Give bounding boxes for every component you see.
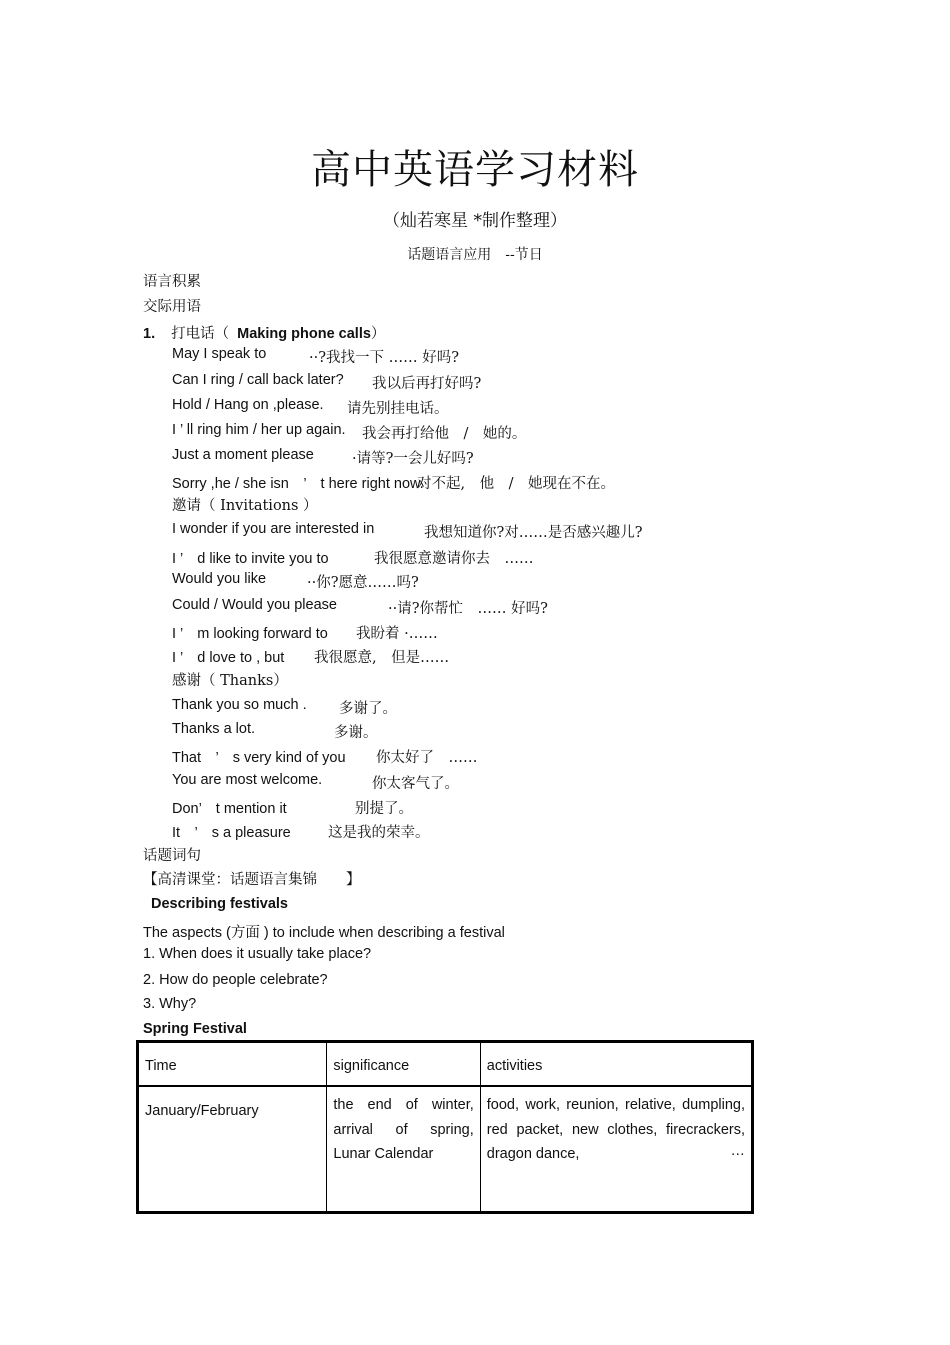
page-subtitle: （灿若寒星 *制作整理） <box>383 211 567 231</box>
phrase-en: Sorry ,he / she isn ’ t here right now. <box>172 476 424 492</box>
question-item: 2. How do people celebrate? <box>143 972 328 988</box>
phone-heading-close: ） <box>370 326 386 342</box>
phrase-cn: ··?我找一下 …… 好吗? <box>309 350 459 366</box>
section-phrases: 交际用语 <box>143 299 201 315</box>
phrase-en: I wonder if you are interested in <box>172 521 375 537</box>
phrase-en: Hold / Hang on ,please. <box>172 397 324 413</box>
question-item: 3. Why? <box>143 996 197 1012</box>
phrase-en: Thank you so much . <box>172 697 307 713</box>
phrase-en: I ’ d like to invite you to <box>172 551 329 567</box>
phrase-en: I ’ d love to , but <box>172 650 285 666</box>
hd-class-note: 【高清课堂：话题语言集锦 】 <box>143 872 361 888</box>
phrase-cn: 你太客气了。 <box>372 776 459 792</box>
phrase-cn: 请先别挂电话。 <box>347 401 449 417</box>
header-significance: significance <box>327 1042 480 1087</box>
phrase-en: I ’ m looking forward to <box>172 626 328 642</box>
phrase-en: Just a moment please <box>172 447 314 463</box>
cell-activities-text: food, work, reunion, relative, dumpling, red packet, new clothes, firecrackers, dragon dance, <box>486 1097 745 1162</box>
table-row <box>138 1086 753 1213</box>
phrase-en: May I speak to <box>172 346 267 362</box>
phrase-en: That ’ s very kind of you <box>172 750 346 766</box>
section-topic-words: 话题词句 <box>143 848 201 864</box>
cell-significance: the end of winter, arrival of spring, Lunar Calendar <box>327 1086 480 1213</box>
phrase-cn: 多谢。 <box>334 725 378 741</box>
phrase-cn: ··你?愿意……吗? <box>307 575 419 591</box>
phrase-en: It ’ s a pleasure <box>172 825 291 841</box>
phrase-cn: 我盼着 ·…… <box>356 626 438 642</box>
phrase-cn: ··请?你帮忙 …… 好吗? <box>388 601 548 617</box>
phrase-en: Thanks a lot. <box>172 721 256 737</box>
phone-heading-cn: 打电话（ <box>171 326 230 342</box>
phrase-en: Could / Would you please <box>172 597 337 613</box>
phrase-en: I ’ ll ring him / her up again. <box>172 422 346 438</box>
thanks-heading: 感谢（ Thanks） <box>172 673 288 689</box>
question-item: 1. When does it usually take place? <box>143 946 372 962</box>
phrase-cn: 我很愿意邀请你去 …… <box>374 551 534 567</box>
section-language: 语言积累 <box>143 274 201 290</box>
aspects-line: The aspects (方面 ) to include when describing a festival <box>143 925 505 941</box>
phrase-en: Can I ring / call back later? <box>172 372 344 388</box>
phrase-cn: 这是我的荣幸。 <box>328 825 430 841</box>
page-title: 高中英语学习材料 <box>311 147 639 193</box>
spring-festival-heading: Spring Festival <box>143 1021 247 1037</box>
phrase-cn: 多谢了。 <box>339 701 397 717</box>
phrase-cn: 你太好了 …… <box>376 750 478 766</box>
phrase-cn: ·请等?一会儿好吗? <box>352 451 474 467</box>
cell-activities <box>480 1086 752 1213</box>
phrase-en: You are most welcome. <box>172 772 323 788</box>
phrase-cn: 别提了。 <box>355 801 413 817</box>
header-activities: activities <box>480 1042 752 1087</box>
phrase-cn: 我会再打给他 / 她的。 <box>362 426 527 442</box>
topic-heading: 话题语言应用 --节日 <box>407 247 543 263</box>
phrase-cn: 对不起, 他 / 她现在不在。 <box>417 476 615 492</box>
invitations-heading: 邀请（ Invitations ） <box>172 498 318 514</box>
header-time: Time <box>138 1042 327 1087</box>
festival-table <box>136 1040 754 1214</box>
cell-time: January/February <box>138 1086 327 1213</box>
table-header-row <box>138 1042 753 1087</box>
phrase-en: Would you like <box>172 571 267 587</box>
phrase-cn: 我很愿意, 但是…… <box>314 650 450 666</box>
phone-heading-number: 1. <box>143 326 156 342</box>
phone-heading-en: Making phone calls <box>237 326 371 342</box>
phone-heading <box>143 322 385 343</box>
describing-heading: Describing festivals <box>151 896 288 912</box>
phrase-en: Don’ t mention it <box>172 801 287 817</box>
ellipsis-mark: … <box>730 1143 745 1159</box>
phrase-cn: 我想知道你?对……是否感兴趣儿? <box>424 525 643 541</box>
phrase-cn: 我以后再打好吗? <box>372 376 482 392</box>
